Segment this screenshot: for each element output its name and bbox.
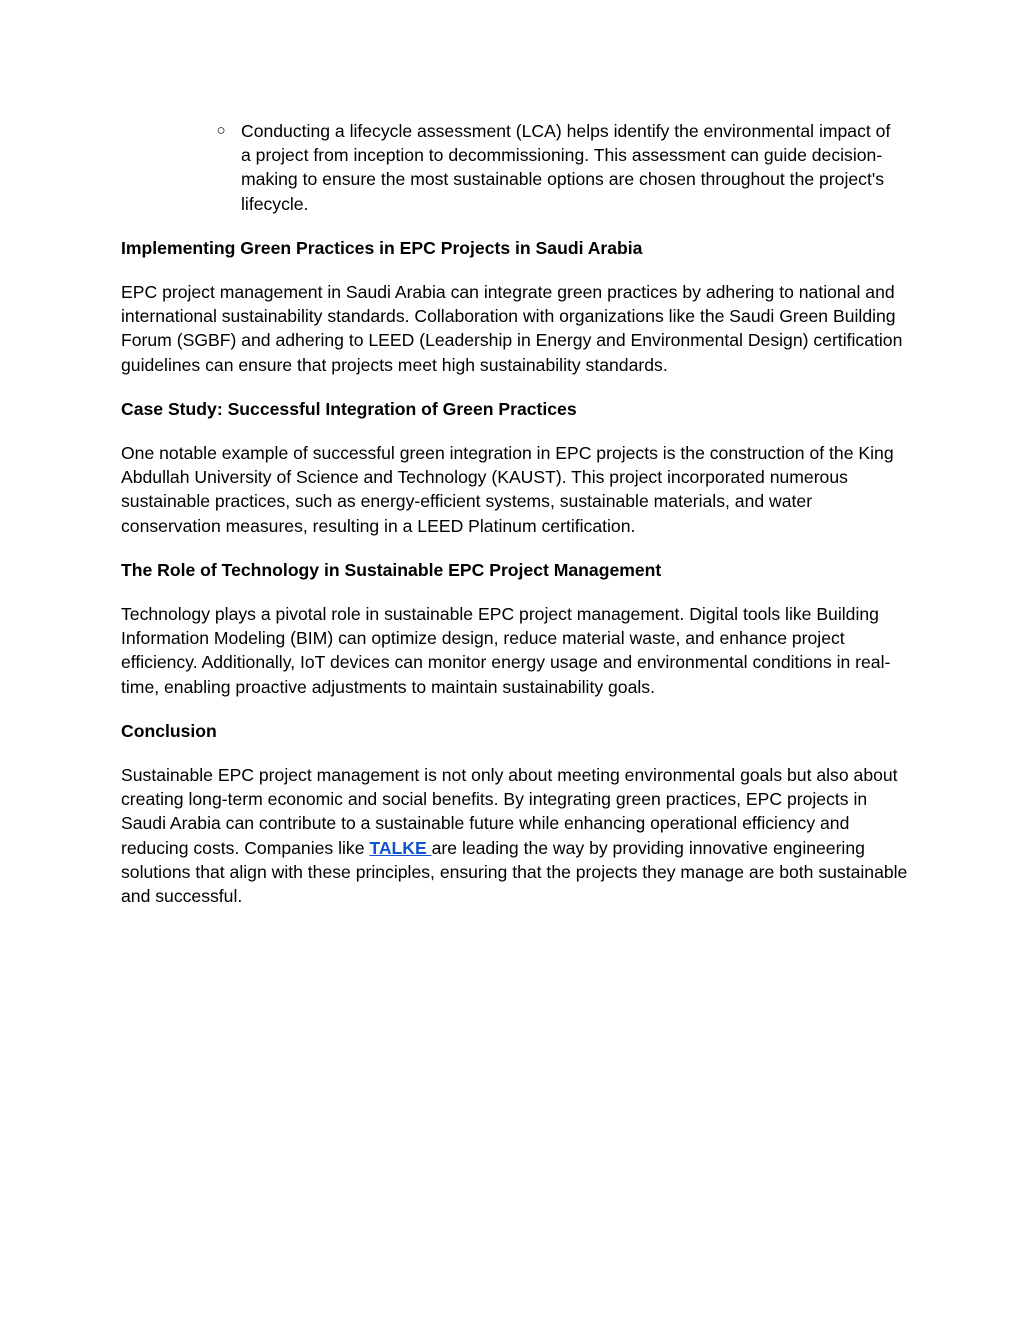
conclusion-text-before-link: Sustainable EPC project management is not only about meeting environmental goals but also about creating long-term economic and social benefits. By integrating green practices, EPC projects in Saudi Arabia can contribute to a sustainable future while enhancing operational efficiency and reducing costs. Companies like — [121, 765, 898, 858]
document-content — [121, 119, 911, 928]
talke-link[interactable]: TALKE — [369, 837, 432, 858]
lca-bullet-text: Conducting a lifecycle assessment (LCA) helps identify the environmental impact of a project from inception to decommissioning. This assessment can guide decision-making to ensure the most sustainable options are chosen throughout the project's lifecycle. — [241, 121, 891, 214]
section-heading-technology: The Role of Technology in Sustainable EPC Project Management — [121, 559, 662, 580]
section-heading-case-study: Case Study: Successful Integration of Green Practices — [121, 398, 577, 419]
conclusion-text-after-link: are leading the way by providing innovative engineering solutions that align with these principles, ensuring that the projects they manage are both sustainable and successful. — [121, 837, 908, 907]
lca-bullet-item — [121, 119, 911, 216]
section-heading-conclusion: Conclusion — [121, 720, 217, 741]
hollow-circle-bullet-icon: ○ — [216, 122, 226, 139]
section-heading-green-practices: Implementing Green Practices in EPC Projects in Saudi Arabia — [121, 237, 643, 258]
section-body-conclusion — [121, 763, 911, 908]
section-body-technology: Technology plays a pivotal role in sustainable EPC project management. Digital tools like Building Information Modeling (BIM) can optimize design, reduce material waste, and enhance project efficiency. Additionally, IoT devices can monitor energy usage and environmental conditions in real-time, enabling proactive adjustments to maintain sustainability goals. — [121, 604, 891, 697]
section-body-green-practices: EPC project management in Saudi Arabia can integrate green practices by adhering to national and international sustainability standards. Collaboration with organizations like the Saudi Green Building Forum (SGBF) and adhering to LEED (Leadership in Energy and Environmental Design) certification guidelines can ensure that projects meet high sustainability standards. — [121, 282, 903, 375]
section-body-case-study: One notable example of successful green integration in EPC projects is the construction of the King Abdullah University of Science and Technology (KAUST). This project incorporated numerous sustainable practices, such as energy-efficient systems, sustainable materials, and water conservation measures, resulting in a LEED Platinum certification. — [121, 443, 894, 536]
